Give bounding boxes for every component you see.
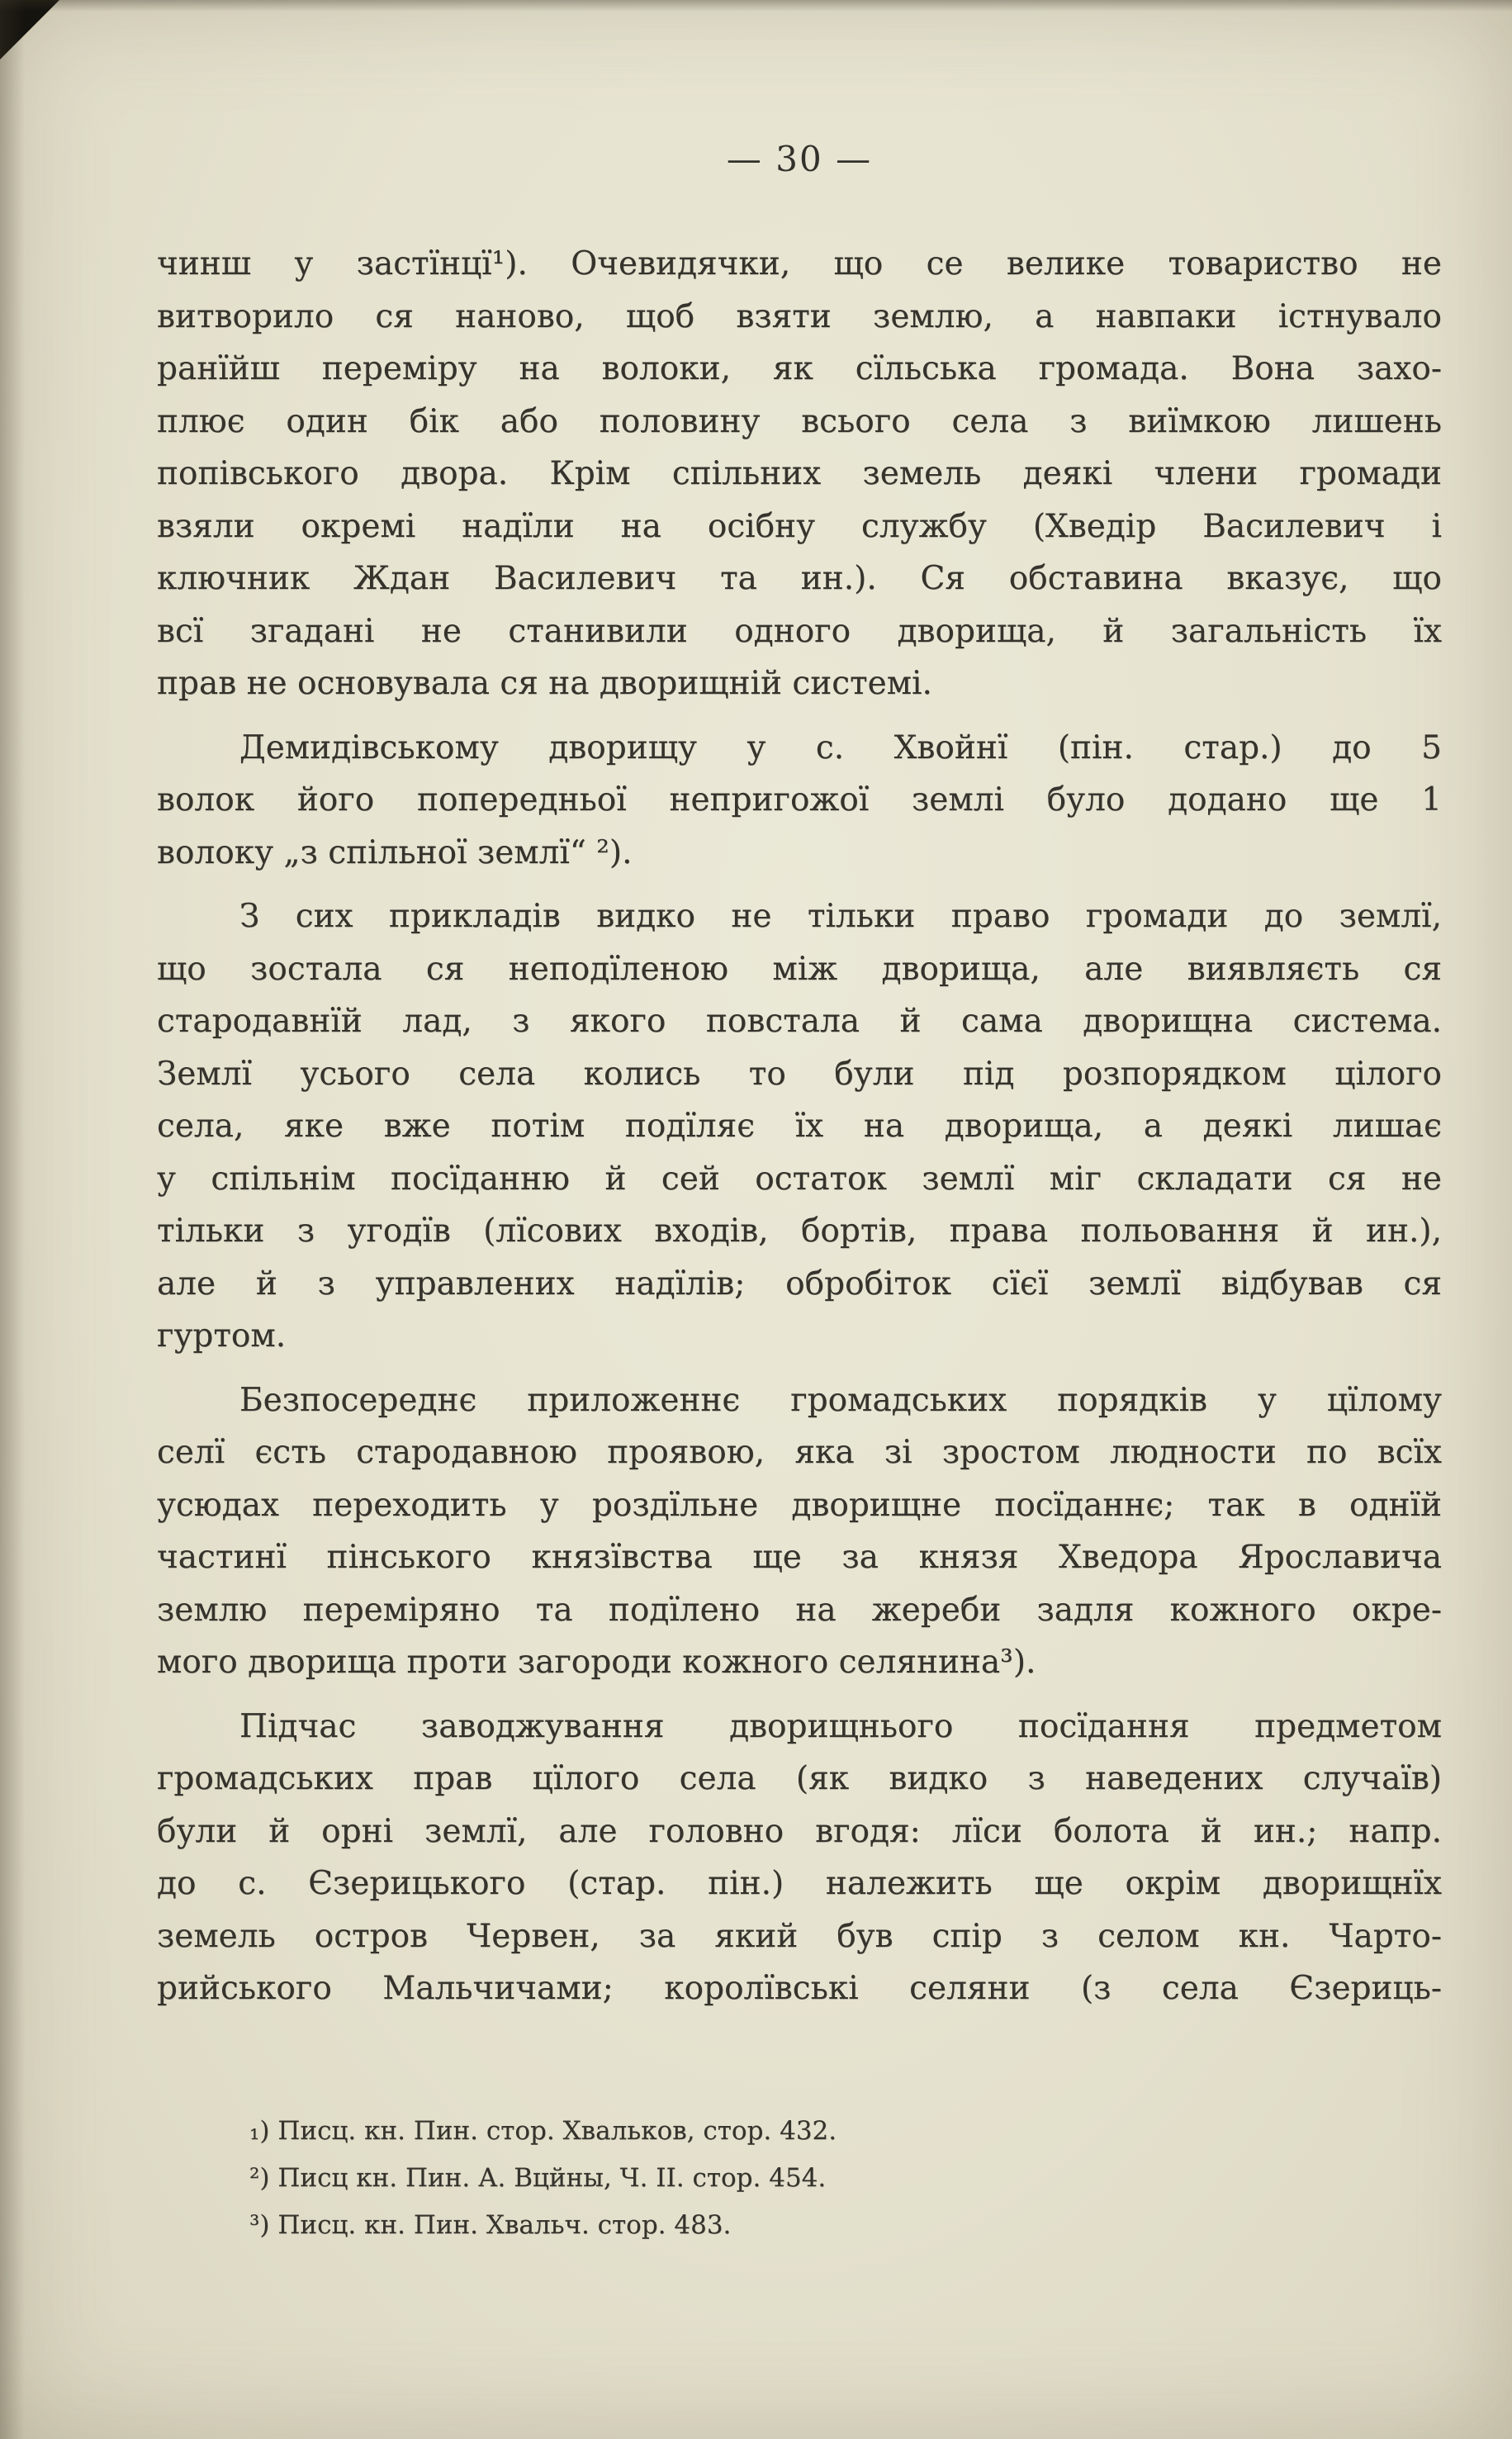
text-line: до с. Єзерицького (стар. пін.) належить ще окрім дворищнїх (157, 1865, 1442, 1902)
paragraph (157, 238, 1442, 710)
paragraph (157, 890, 1442, 1363)
paragraphs (157, 238, 1442, 2015)
text-line: села, яке вже потім подїляє їх на дворища, а деякі лишає (157, 1108, 1442, 1145)
text-line: рийського Мальчичами; королївські селяни (з села Єзериць- (157, 1970, 1442, 2007)
text-line: чинш у застїнцї¹). Очевидячки, що се велике товариство не (157, 245, 1442, 282)
text-line: Підчас заводжування дворищнього посїдання предметом (239, 1707, 1442, 1745)
text-line: Демидівському дворищу у с. Хвойнї (пін. стар.) до 5 (239, 728, 1442, 766)
text-line: у спільнім посїданню й сей остаток землї міг складати ся не (157, 1160, 1442, 1198)
text-line: плює один бік або половину всього села з виїмкою лишень (157, 402, 1442, 440)
text-line: попівського двора. Крім спільних земель деякі члени громади (157, 455, 1442, 492)
text-line: але й з управлених надїлів; обробіток сїєї землї відбував ся (157, 1265, 1442, 1303)
text-line: ключник Ждан Василевич та ин.). Ся обставина вказує, що (157, 560, 1442, 597)
paragraph (157, 722, 1442, 880)
text-line: Безпосереднє приложеннє громадських порядків у цїлому (239, 1381, 1442, 1419)
text-line: що зостала ся неподїленою між дворища, але виявляєть ся (157, 950, 1442, 988)
text-line: селї єсть стародавною проявою, яка зі зростом людности по всїх (157, 1434, 1442, 1471)
text-line: Землї усього села колись то були під розпорядком цілого (157, 1055, 1442, 1093)
text-line: громадських прав цїлого села (як видко з наведених случаїв) (157, 1760, 1442, 1797)
body-text (157, 238, 1442, 2249)
text-line: усюдах переходить у роздїльне дворищне посїданнє; так в однїй (157, 1486, 1442, 1524)
text-line: землю переміряно та подїлено на жереби задля кожного окре- (157, 1591, 1442, 1629)
text-line: ранїйш переміру на волоки, як сїльська громада. Вона захо- (157, 350, 1442, 387)
paragraph (157, 1701, 1442, 2015)
text-line: були й орні землї, але головно вгодя: лїси болота й ин.; напр. (157, 1812, 1442, 1850)
text-line: всї згадані не станивили одного дворища, й загальність їх (157, 612, 1442, 650)
text-line: земель остров Червен, за який був спір з селом кн. Чарто- (157, 1917, 1442, 1955)
footnote: ₁) Писц. кн. Пин. стор. Хвальков, стор. 432. (249, 2115, 837, 2146)
text-line: волоку „з спільної землї“ ²). (157, 833, 633, 871)
text-line: волок його попередньої непригожої землі було додано ще 1 (157, 781, 1442, 819)
text-line: витворило ся наново, щоб взяти землю, а навпаки істнувало (157, 297, 1442, 335)
text-line: тільки з угодїв (лїсових входів, бортів, права польовання й ин.), (157, 1212, 1442, 1250)
text-line: гуртом. (157, 1317, 287, 1355)
page-left-edge-shadow (0, 0, 25, 2439)
page-number: — 30 — (726, 139, 873, 179)
footnotes (249, 2108, 1442, 2249)
text-line: частинї пінського князївства ще за князя Хведора Ярославича (157, 1539, 1442, 1576)
text-line: стародавнїй лад, з якого повстала й сама дворищна система. (157, 1003, 1442, 1040)
text-line: прав не основувала ся на дворищній системі. (157, 665, 932, 702)
footnote: ²) Писц кн. Пин. А. Вцйны, Ч. II. стор. 454. (249, 2162, 827, 2193)
text-line: З сих прикладів видко не тільки право громади до землї, (239, 898, 1442, 935)
text-line: взяли окремі надїли на осібну службу (Хведір Василевич і (157, 507, 1442, 545)
footnote: ³) Писц. кн. Пин. Хвальч. стор. 483. (249, 2209, 732, 2240)
text-line: мого дворища проти загороди кожного селянина³). (157, 1644, 1036, 1681)
paragraph (157, 1374, 1442, 1689)
page-top-edge-shadow (0, 0, 1512, 12)
